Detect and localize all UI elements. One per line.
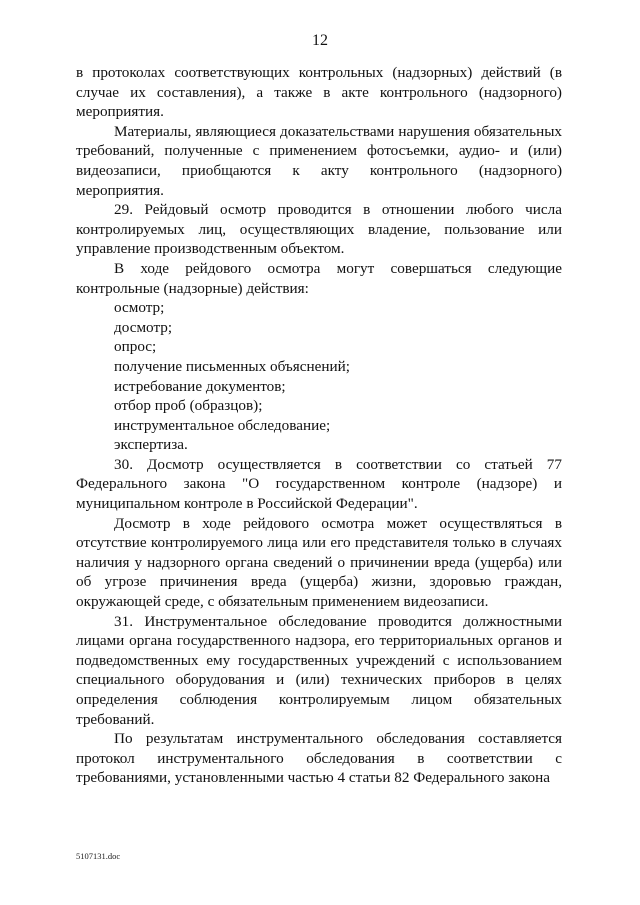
list-item: экспертиза. bbox=[114, 436, 188, 454]
paragraph-continuation: в протоколах соответствующих контрольных (надзорных) действий (в случае их составления), а также в акте контрольного (надзорного) мероприятия. bbox=[76, 64, 562, 121]
actions-list bbox=[76, 298, 562, 455]
footer-file-code: 5107131.doc bbox=[76, 851, 121, 861]
paragraph-protocol: По результатам инструментального обследования составляется протокол инструментального обследования в соответствии с требованиями, установленными частью 4 статьи 82 Федерального закона bbox=[76, 730, 562, 787]
list-item: опрос; bbox=[114, 338, 157, 356]
list-item: досмотр; bbox=[114, 318, 173, 336]
list-item: истребование документов; bbox=[114, 377, 286, 395]
paragraph-evidence-materials: Материалы, являющиеся доказательствами нарушения обязательных требований, полученные с применением фотосъемки, аудио- и (или) видеозаписи, приобщаются к акту контрольного (надзорного) мероприятия. bbox=[76, 122, 562, 199]
paragraph-raid-actions-intro: В ходе рейдового осмотра могут совершаться следующие контрольные (надзорные) действия: bbox=[76, 259, 562, 297]
paragraph-item-31: 31. Инструментальное обследование проводится должностными лицами органа государственного надзора, его территориальных органов и подведомственных ему государственных учреждений с использованием специального оборудования и (или) технических приборов в целях определения соблюдения контролируемым лицом обязательных требований. bbox=[76, 612, 562, 728]
paragraph-item-30: 30. Досмотр осуществляется в соответствии со статьей 77 Федерального закона "О государственном контроле (надзоре) и муниципальном контроле в Российской Федерации". bbox=[76, 455, 562, 513]
list-item: осмотр; bbox=[114, 299, 165, 317]
paragraph-item-29: 29. Рейдовый осмотр проводится в отношении любого числа контролируемых лиц, осуществляющих владение, пользование или управление производственным объектом. bbox=[76, 201, 562, 258]
list-item: получение письменных объяснений; bbox=[114, 357, 350, 375]
page-number: 12 bbox=[312, 32, 328, 49]
document-body bbox=[76, 63, 562, 788]
paragraph-inspection-conditions: Досмотр в ходе рейдового осмотра может осуществляться в отсутствие контролируемого лица или его представителя только в случаях наличия у надзорного органа сведений о причинении вреда (ущерба) или об угрозе причинения вреда (ущерба) жизни, здоровью граждан, окружающей среде, с обязательным применением видеозаписи. bbox=[76, 514, 562, 611]
list-item: отбор проб (образцов); bbox=[114, 397, 263, 415]
list-item: инструментальное обследование; bbox=[114, 416, 331, 434]
